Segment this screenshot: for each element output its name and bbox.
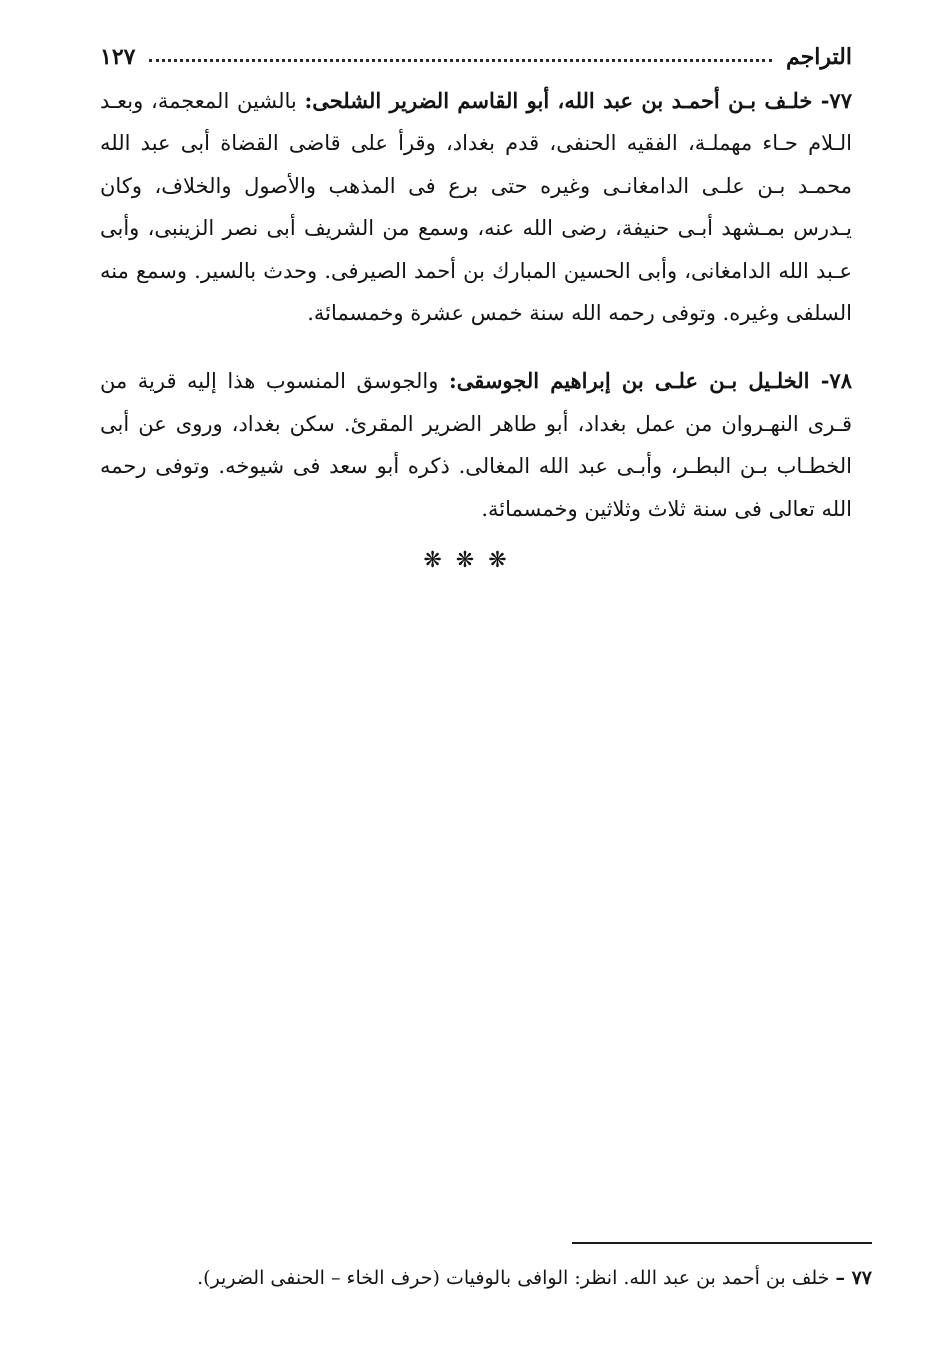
entry-heading: ٧٨- الخلـيل بـن علـى بن إبراهيم الجوسقى: [448, 368, 852, 394]
running-header [100, 36, 852, 70]
footnote-divider [572, 1242, 872, 1244]
entry-heading: ٧٧- خلـف بـن أحمـد بن عبد الله، أبو القاسم الضرير الشلحى: [304, 88, 852, 113]
footnote-text: خلف بن أحمد بن عبد الله. انظر: الوافى بالوفيات (حرف الخاء – الحنفى الضرير). [197, 1267, 836, 1289]
section-title: التراجم [786, 44, 852, 70]
footnote-number: ٧٧ – [835, 1267, 872, 1289]
main-text [100, 80, 852, 530]
biography-entry-77 [100, 80, 852, 334]
header-dot-leader [149, 58, 772, 62]
biography-entry-78 [100, 360, 852, 530]
section-ornament: ❋❋❋ [423, 548, 521, 573]
page-number: ١٢٧ [100, 44, 136, 70]
entry-body: بالشين المعجمة، وبعـد الـلام حـاء مهملـة، الفقيه الحنفى، قدم بغداد، وقرأ على قاضى القضاة أبى عبد الله محمـد بـن علـى الدامغانـى وغيره حتى برع فى المذهب والأصول والخلاف، وكان يـدرس بمـشهد أبـى حنيفة، رضى الله عنه، وسمع من الشريف أبى نصر الزينبى، وأبى عـبد الله الدامغانى، وأبى الحسين المبارك بن أحمد الصيرفى. وحدث بالسير. وسمع منه السلفى وغيره. وتوفى رحمه الله سنة خمس عشرة وخمسمائة. [100, 89, 852, 326]
entry-body: والجوسق المنسوب هذا إليه قرية من قـرى النهـروان من عمل بغداد، أبو طاهر الضرير المقرئ. سكن بغداد، وروى عن أبى الخطـاب بـن البطـر، وأبـى عبد الله المغالى. ذكره أبو سعد فى شيوخه. وتوفى رحمه الله تعالى فى سنة ثلاث وثلاثين وخمسمائة. [100, 369, 852, 521]
footnote [100, 1262, 872, 1294]
